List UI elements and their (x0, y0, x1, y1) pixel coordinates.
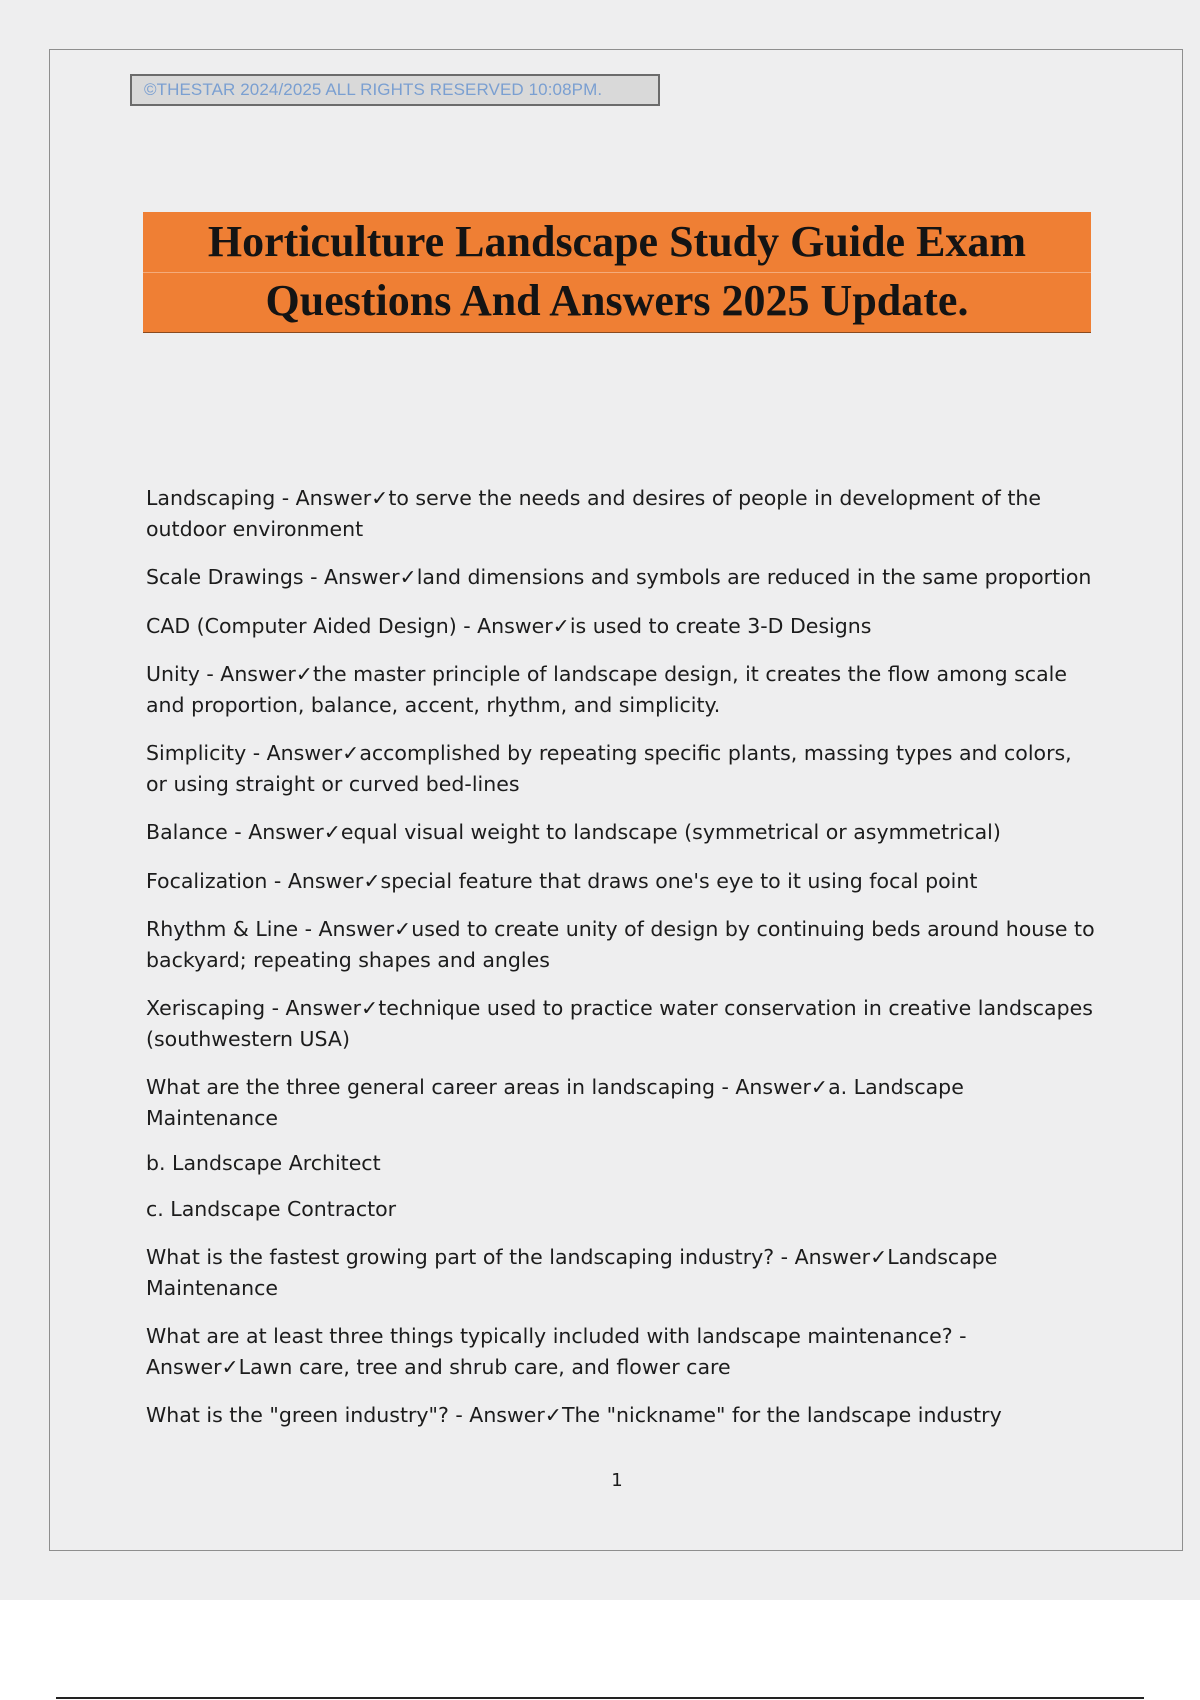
qa-item: b. Landscape Architect (146, 1151, 381, 1175)
qa-item: What is the "green industry"? - Answer✓The "nickname" for the landscape industry (146, 1403, 1002, 1427)
qa-item: Simplicity - Answer✓accomplished by repeating specific plants, massing types and colors, or using straight or curved bed-lines (146, 741, 1072, 796)
qa-item: Rhythm & Line - Answer✓used to create unity of design by continuing beds around house to backyard; repeating shapes and angles (146, 917, 1095, 972)
qa-list (146, 483, 1096, 1449)
page-number: 1 (611, 1470, 623, 1491)
qa-item: Scale Drawings - Answer✓land dimensions and symbols are reduced in the same proportion (146, 565, 1092, 589)
qa-item: What is the fastest growing part of the landscaping industry? - Answer✓Landscape Maintenance (146, 1245, 998, 1300)
qa-item: Focalization - Answer✓special feature that draws one's eye to it using focal point (146, 868, 978, 893)
qa-item: What are at least three things typically included with landscape maintenance? - Answer✓Lawn care, tree and shrub care, and flower care (146, 1324, 967, 1379)
qa-item: What are the three general career areas in landscaping - Answer✓a. Landscape Maintenance (146, 1075, 964, 1130)
bottom-rule (56, 1697, 1144, 1699)
qa-item: Xeriscaping - Answer✓technique used to practice water conservation in creative landscapes (southwestern USA) (146, 996, 1093, 1051)
copyright-watermark: ©THESTAR 2024/2025 ALL RIGHTS RESERVED 10:08PM. (130, 74, 660, 106)
qa-item: c. Landscape Contractor (146, 1196, 397, 1221)
title-divider (143, 272, 1091, 273)
qa-item: Landscaping - Answer✓to serve the needs and desires of people in development of the outdoor environment (146, 486, 1042, 541)
qa-item: Balance - Answer✓equal visual weight to landscape (symmetrical or asymmetrical) (146, 820, 1001, 844)
qa-item: CAD (Computer Aided Design) - Answer✓is used to create 3-D Designs (146, 613, 872, 638)
document-title-line-2: Questions And Answers 2025 Update. (265, 276, 969, 325)
title-banner (143, 212, 1091, 333)
document-title-line-1: Horticulture Landscape Study Guide Exam (207, 217, 1027, 266)
qa-item: Unity - Answer✓the master principle of landscape design, it creates the flow among scale and proportion, balance, accent, rhythm, and simplicity. (146, 662, 1067, 717)
